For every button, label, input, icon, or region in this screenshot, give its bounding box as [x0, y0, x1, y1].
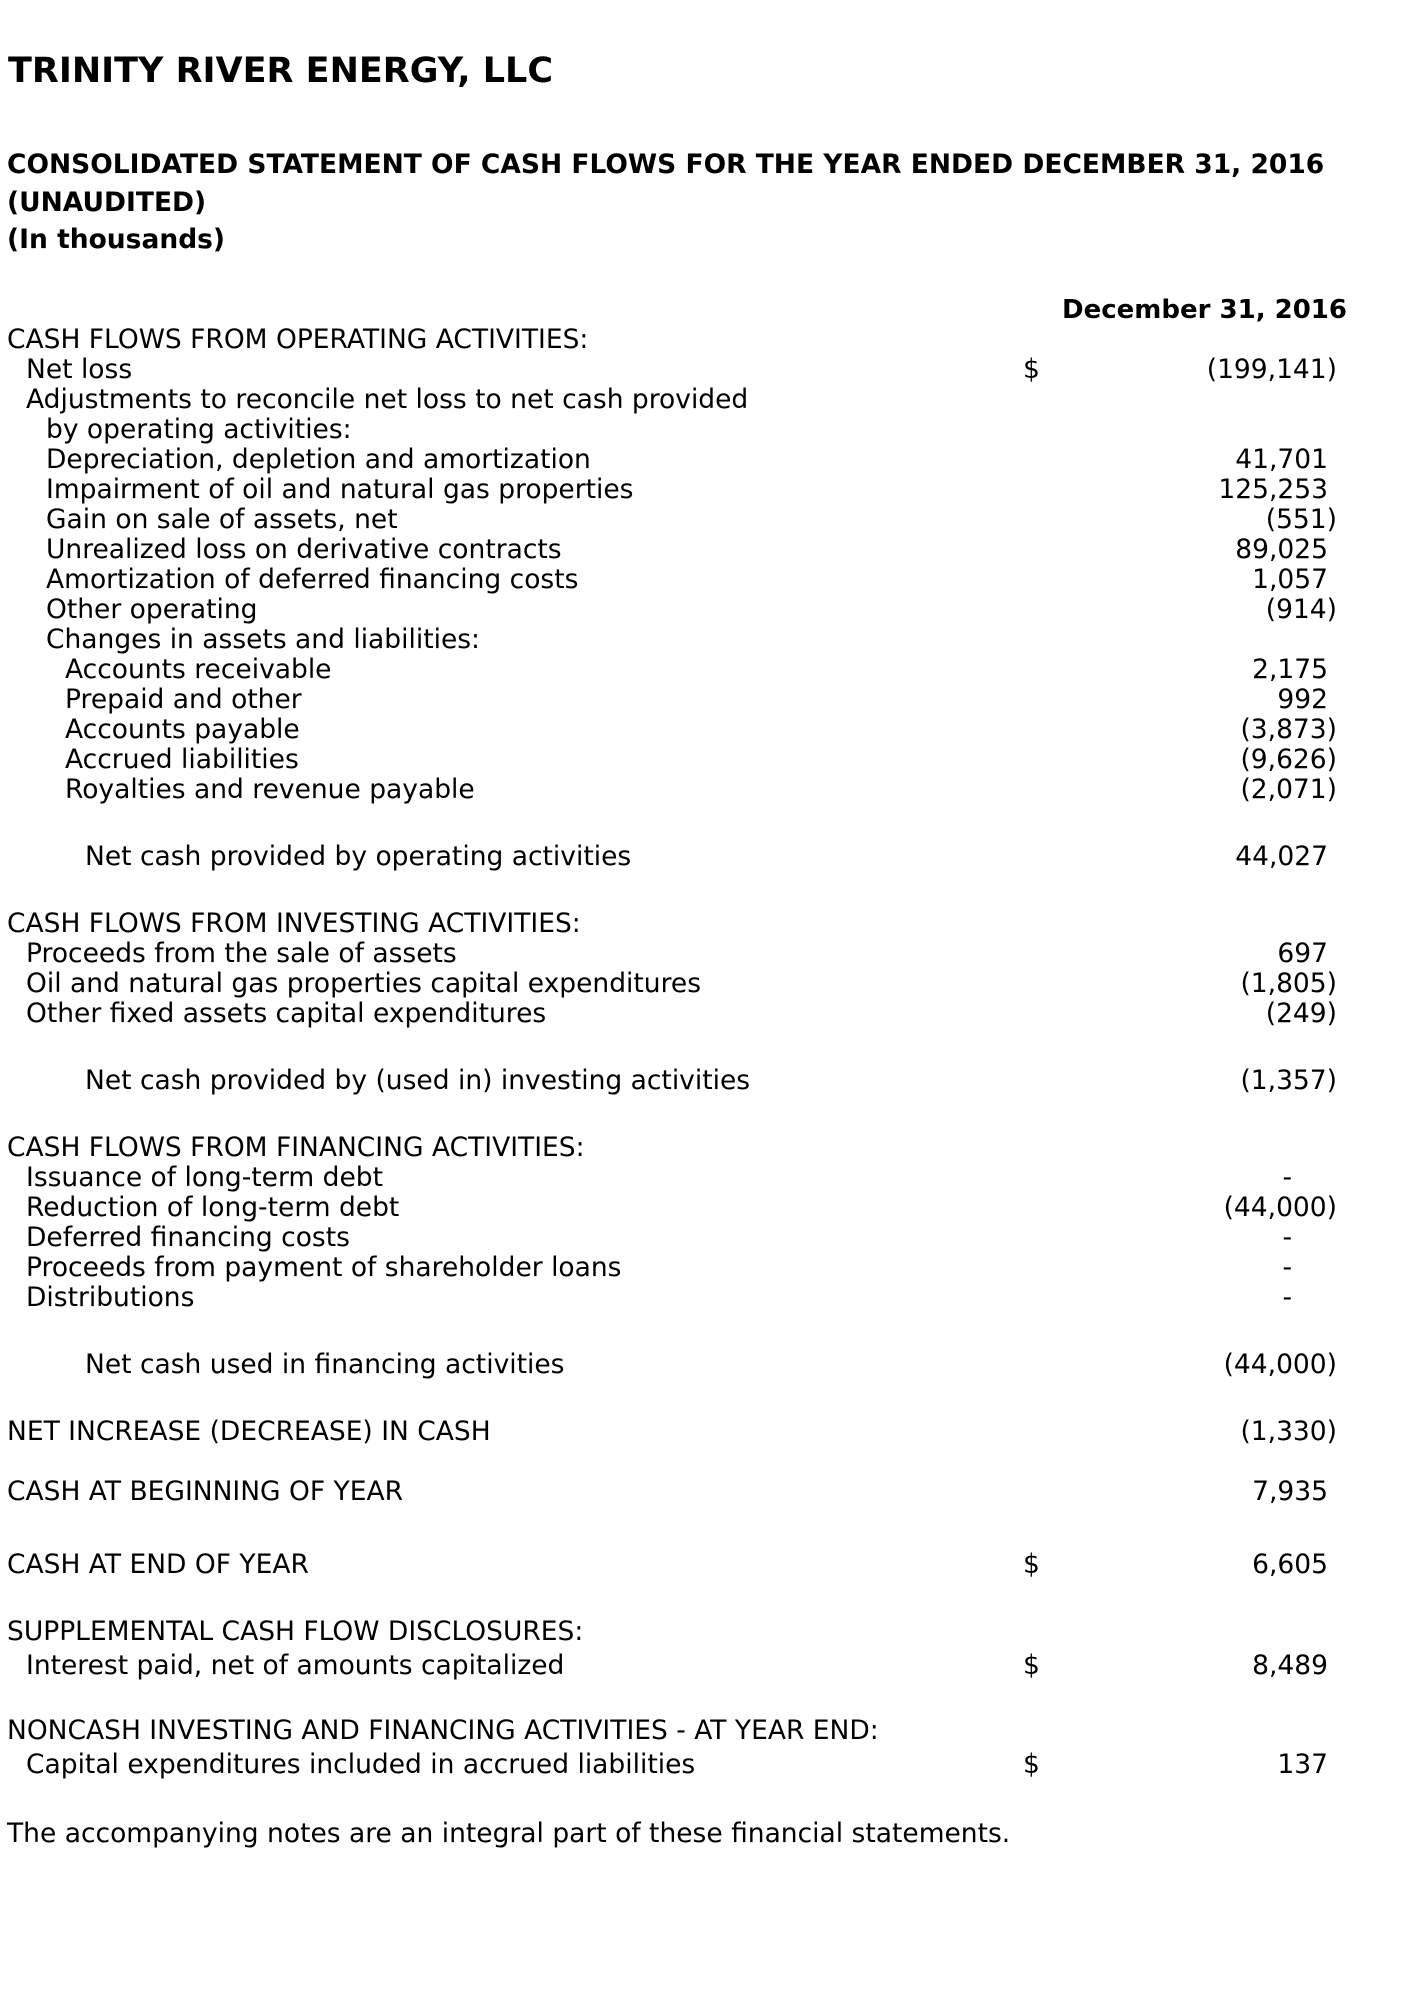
row-distributions [0, 1283, 1425, 1313]
row-label: Capital expenditures included in accrued liabilities [26, 1749, 696, 1780]
row-reduction-debt [0, 1193, 1425, 1223]
row-label: Gain on sale of assets, net [46, 504, 398, 535]
row-amount: 41,701 [1235, 444, 1328, 475]
row-label: CASH FLOWS FROM INVESTING ACTIVITIES: [7, 908, 581, 939]
row-changes-heading [0, 625, 1425, 655]
row-label: Accrued liabilities [65, 744, 299, 775]
row-amount: (1,805) [1240, 968, 1337, 999]
row-amount: 992 [1277, 684, 1328, 715]
row-label: Distributions [26, 1282, 195, 1313]
row-royalties [0, 775, 1425, 805]
row-amount: (3,873) [1240, 714, 1337, 745]
row-amount: 89,025 [1235, 534, 1328, 565]
row-label: Changes in assets and liabilities: [46, 624, 480, 655]
row-label: Issuance of long-term debt [26, 1162, 383, 1193]
row-net-cash-investing [0, 1066, 1425, 1096]
dollar-sign: $ [1023, 1650, 1040, 1681]
row-net-loss [0, 355, 1425, 385]
row-label: CASH AT END OF YEAR [7, 1549, 309, 1580]
dollar-sign: $ [1023, 354, 1040, 385]
section-heading-investing [0, 909, 1425, 939]
row-net-cash-operating [0, 842, 1425, 872]
row-label: Oil and natural gas properties capital expenditures [26, 968, 702, 999]
row-prepaid [0, 685, 1425, 715]
row-label: by operating activities: [46, 414, 352, 445]
row-amount: (199,141) [1206, 354, 1337, 385]
row-label: Net cash provided by (used in) investing activities [85, 1065, 751, 1096]
dollar-sign: $ [1023, 1549, 1040, 1580]
row-amount: 44,027 [1235, 841, 1328, 872]
row-label: NET INCREASE (DECREASE) IN CASH [7, 1416, 491, 1447]
company-name: TRINITY RIVER ENERGY, LLC [8, 51, 554, 91]
row-amount: 1,057 [1252, 564, 1328, 595]
row-amount: (44,000) [1223, 1349, 1337, 1380]
row-amount: 137 [1277, 1749, 1328, 1780]
row-label: Unrealized loss on derivative contracts [46, 534, 562, 565]
row-accrued-liabilities [0, 745, 1425, 775]
row-amount: (2,071) [1240, 774, 1337, 805]
row-adjustments-heading-cont [0, 415, 1425, 445]
row-impairment [0, 475, 1425, 505]
row-amount: (44,000) [1223, 1192, 1337, 1223]
dollar-sign: $ [1023, 1749, 1040, 1780]
row-amount: (914) [1265, 594, 1337, 625]
row-oil-gas-capex [0, 969, 1425, 999]
row-label: Proceeds from the sale of assets [26, 938, 457, 969]
row-label: Net cash used in financing activities [85, 1349, 565, 1380]
row-label: CASH AT BEGINNING OF YEAR [7, 1476, 403, 1507]
row-label: Net cash provided by operating activities [85, 841, 632, 872]
row-label: Net loss [26, 354, 133, 385]
row-accounts-receivable [0, 655, 1425, 685]
row-label: NONCASH INVESTING AND FINANCING ACTIVITIES - AT YEAR END: [7, 1715, 879, 1746]
section-heading-operating [0, 325, 1425, 355]
row-amortization [0, 565, 1425, 595]
row-amount: 8,489 [1252, 1650, 1328, 1681]
row-amount: 6,605 [1252, 1549, 1328, 1580]
row-label: Royalties and revenue payable [65, 774, 475, 805]
row-issuance-debt [0, 1163, 1425, 1193]
row-label: Interest paid, net of amounts capitalized [26, 1650, 565, 1681]
row-net-cash-financing [0, 1350, 1425, 1380]
row-label: CASH FLOWS FROM FINANCING ACTIVITIES: [7, 1132, 585, 1163]
column-header: December 31, 2016 [1062, 295, 1347, 325]
row-shareholder-loans [0, 1253, 1425, 1283]
row-amount: - [1282, 1252, 1292, 1283]
statement-title: CONSOLIDATED STATEMENT OF CASH FLOWS FOR THE YEAR ENDED DECEMBER 31, 2016 (UNAUDITED) [7, 149, 1325, 218]
row-amount: (1,330) [1240, 1416, 1337, 1447]
row-depreciation [0, 445, 1425, 475]
row-gain-on-sale [0, 505, 1425, 535]
row-amount: 125,253 [1218, 474, 1328, 505]
row-capex-accrued [0, 1750, 1425, 1780]
row-label: Adjustments to reconcile net loss to net cash provided [26, 384, 749, 415]
row-amount: - [1282, 1282, 1292, 1313]
row-label: Prepaid and other [65, 684, 302, 715]
section-heading-financing [0, 1133, 1425, 1163]
row-amount: 697 [1277, 938, 1328, 969]
row-label: Proceeds from payment of shareholder loans [26, 1252, 622, 1283]
row-amount: (9,626) [1240, 744, 1337, 775]
row-amount: (249) [1265, 998, 1337, 1029]
row-cash-end [0, 1550, 1425, 1580]
row-accounts-payable [0, 715, 1425, 745]
row-label: Reduction of long-term debt [26, 1192, 400, 1223]
row-amount: (551) [1265, 504, 1337, 535]
row-interest-paid [0, 1651, 1425, 1681]
row-label: Accounts receivable [65, 654, 332, 685]
row-proceeds-sale [0, 939, 1425, 969]
row-net-change-cash [0, 1417, 1425, 1447]
row-label: Other fixed assets capital expenditures [26, 998, 547, 1029]
row-cash-beginning [0, 1477, 1425, 1507]
section-heading-supplemental [0, 1617, 1425, 1647]
row-amount: 2,175 [1252, 654, 1328, 685]
row-label: Amortization of deferred financing costs [46, 564, 579, 595]
footnote: The accompanying notes are an integral part of these financial statements. [7, 1818, 1011, 1849]
row-other-operating [0, 595, 1425, 625]
row-amount: - [1282, 1162, 1292, 1193]
row-label: Accounts payable [65, 714, 300, 745]
row-label: SUPPLEMENTAL CASH FLOW DISCLOSURES: [7, 1616, 584, 1647]
row-amount: - [1282, 1222, 1292, 1253]
row-adjustments-heading [0, 385, 1425, 415]
row-amount: (1,357) [1240, 1065, 1337, 1096]
row-other-fixed-capex [0, 999, 1425, 1029]
row-label: CASH FLOWS FROM OPERATING ACTIVITIES: [7, 324, 589, 355]
row-label: Depreciation, depletion and amortization [46, 444, 591, 475]
row-label: Other operating [46, 594, 258, 625]
row-label: Impairment of oil and natural gas properties [46, 474, 634, 505]
section-heading-noncash [0, 1716, 1425, 1746]
units-note: (In thousands) [7, 224, 226, 255]
row-label: Deferred financing costs [26, 1222, 350, 1253]
row-deferred-financing [0, 1223, 1425, 1253]
row-unrealized-loss [0, 535, 1425, 565]
row-amount: 7,935 [1252, 1476, 1328, 1507]
